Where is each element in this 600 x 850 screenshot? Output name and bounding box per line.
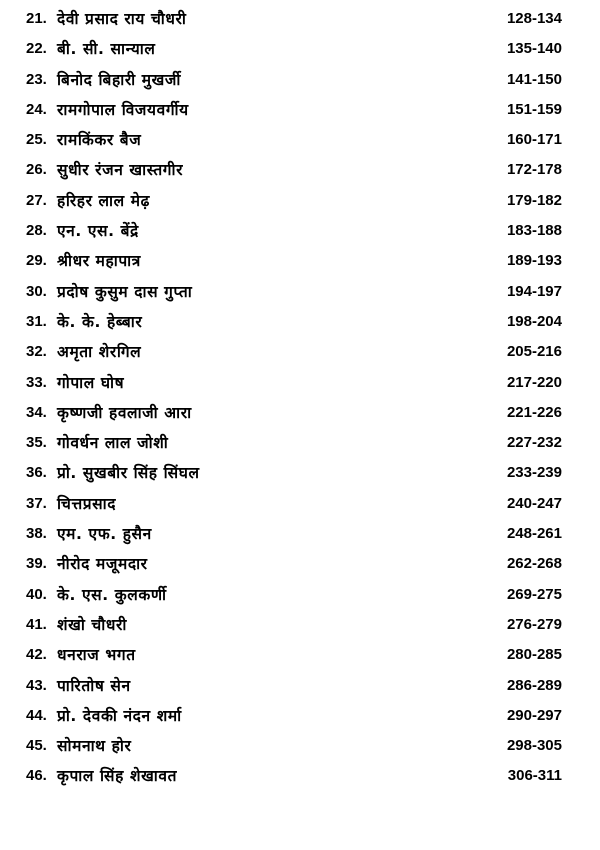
entry-number: 38. <box>26 525 47 543</box>
entry-number: 31. <box>26 312 47 330</box>
toc-entry <box>0 34 600 64</box>
toc-entry <box>0 549 600 579</box>
entry-title: प्रो. देवकी नंदन शर्मा <box>57 706 182 725</box>
entry-title: धनराज भगत <box>57 646 136 665</box>
entry-number: 44. <box>26 706 47 724</box>
entry-number: 32. <box>26 343 47 361</box>
toc-entry <box>0 277 600 307</box>
entry-title: एन. एस. बेंद्रे <box>57 222 139 241</box>
toc-entry <box>0 216 600 246</box>
entry-title: प्रदोष कुसुम दास गुप्ता <box>57 282 193 301</box>
toc-entry <box>0 580 600 610</box>
entry-title: गोवर्धन लाल जोशी <box>57 434 169 453</box>
entry-page-range: 189-193 <box>506 252 562 270</box>
entry-number: 42. <box>26 646 47 664</box>
entry-title: एम. एफ. हुसैन <box>57 525 152 544</box>
toc-entry <box>0 701 600 731</box>
toc-entry <box>0 125 600 155</box>
entry-number: 25. <box>26 131 47 149</box>
entry-page-range: 128-134 <box>506 10 562 27</box>
entry-title: अमृता शेरगिल <box>57 343 142 362</box>
entry-page-range: 240-247 <box>506 494 562 512</box>
toc-entry <box>0 186 600 216</box>
toc-entry <box>0 761 600 791</box>
entry-number: 37. <box>26 494 47 512</box>
entry-page-range: 179-182 <box>506 191 562 209</box>
entry-title: रामगोपाल विजयवर्गीय <box>57 100 189 119</box>
entry-title: रामकिंकर बैज <box>57 131 142 150</box>
entry-page-range: 227-232 <box>506 434 562 452</box>
entry-title: कृपाल सिंह शेखावत <box>57 767 178 786</box>
entry-page-range: 233-239 <box>506 464 562 482</box>
entry-page-range: 217-220 <box>506 373 562 391</box>
entry-number: 28. <box>26 222 47 240</box>
entry-page-range: 198-204 <box>506 312 562 330</box>
entry-number: 43. <box>26 676 47 694</box>
toc-entry <box>0 4 600 34</box>
entry-page-range: 183-188 <box>506 222 562 240</box>
entry-title: कृष्णजी हवलाजी आरा <box>57 403 192 422</box>
toc-entry <box>0 95 600 125</box>
entry-number: 36. <box>26 464 47 482</box>
entry-title: बी. सी. सान्याल <box>57 40 156 59</box>
entry-title: पारितोष सेन <box>57 676 131 695</box>
entry-page-range: 306-311 <box>507 767 562 785</box>
entry-number: 26. <box>26 161 47 179</box>
entry-page-range: 280-285 <box>506 646 562 664</box>
entry-number: 39. <box>26 555 47 573</box>
entry-number: 29. <box>26 252 47 270</box>
toc-entry <box>0 246 600 276</box>
toc-entry <box>0 671 600 701</box>
entry-title: बिनोद बिहारी मुखर्जी <box>57 70 182 89</box>
entry-page-range: 160-171 <box>506 131 562 149</box>
entry-page-range: 248-261 <box>506 525 562 543</box>
toc-entry <box>0 458 600 488</box>
table-of-contents <box>0 4 600 792</box>
entry-page-range: 205-216 <box>506 343 562 361</box>
toc-entry <box>0 398 600 428</box>
entry-title: के. के. हेब्बार <box>57 312 143 331</box>
entry-title: चित्तप्रसाद <box>57 494 117 513</box>
entry-page-range: 221-226 <box>506 403 562 421</box>
entry-page-range: 135-140 <box>506 40 562 58</box>
entry-title: नीरोद मजूमदार <box>57 555 148 574</box>
entry-number: 23. <box>26 70 47 88</box>
entry-page-range: 141-150 <box>506 70 562 88</box>
entry-page-range: 172-178 <box>506 161 562 179</box>
entry-number: 30. <box>26 282 47 300</box>
entry-page-range: 298-305 <box>506 737 562 755</box>
entry-page-range: 262-268 <box>506 555 562 573</box>
entry-title: प्रो. सुखबीर सिंह सिंघल <box>57 464 200 483</box>
entry-title: सोमनाथ होर <box>57 737 132 756</box>
entry-title: शंखो चौधरी <box>57 615 127 634</box>
entry-title: सुधीर रंजन खास्तगीर <box>57 161 184 180</box>
toc-entry <box>0 640 600 670</box>
toc-entry <box>0 519 600 549</box>
toc-entry <box>0 65 600 95</box>
entry-title: हरिहर लाल मेढ़ <box>57 191 150 210</box>
toc-entry <box>0 731 600 761</box>
entry-page-range: 286-289 <box>506 676 562 694</box>
toc-entry <box>0 307 600 337</box>
toc-entry <box>0 155 600 185</box>
entry-page-range: 151-159 <box>506 100 562 118</box>
entry-number: 27. <box>26 191 47 209</box>
entry-number: 46. <box>26 767 47 785</box>
entry-number: 22. <box>26 40 47 58</box>
entry-number: 21. <box>26 10 47 27</box>
entry-title: देवी प्रसाद राय चौधरी <box>57 10 187 28</box>
entry-number: 33. <box>26 373 47 391</box>
toc-entry <box>0 428 600 458</box>
entry-page-range: 194-197 <box>506 282 562 300</box>
entry-title: गोपाल घोष <box>57 373 125 392</box>
entry-number: 40. <box>26 585 47 603</box>
entry-number: 34. <box>26 403 47 421</box>
entry-page-range: 276-279 <box>506 615 562 633</box>
entry-page-range: 290-297 <box>506 706 562 724</box>
entry-number: 45. <box>26 737 47 755</box>
entry-title: के. एस. कुलकर्णी <box>57 585 167 604</box>
entry-title: श्रीधर महापात्र <box>57 252 141 271</box>
toc-entry <box>0 368 600 398</box>
entry-number: 24. <box>26 100 47 118</box>
entry-number: 41. <box>26 615 47 633</box>
toc-entry <box>0 489 600 519</box>
toc-entry <box>0 337 600 367</box>
entry-number: 35. <box>26 434 47 452</box>
toc-entry <box>0 610 600 640</box>
entry-page-range: 269-275 <box>506 585 562 603</box>
